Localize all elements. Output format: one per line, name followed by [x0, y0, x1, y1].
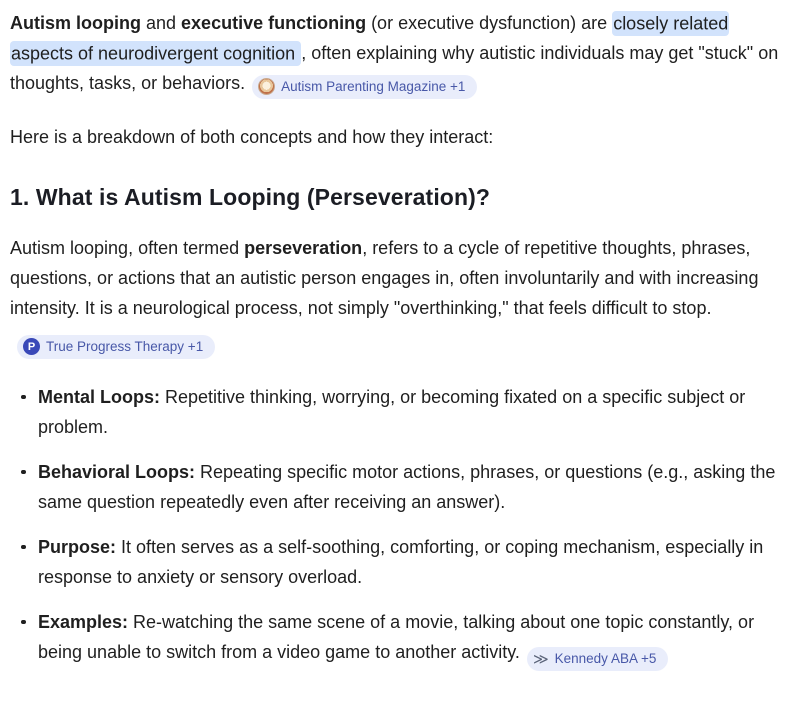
bold-text: Purpose: [38, 536, 117, 557]
text-segment: Repetitive thinking, worrying, or becoming fixated on a specific subject or problem. [38, 386, 746, 437]
bold-text: executive functioning [181, 13, 367, 33]
list-item-purpose [10, 532, 792, 592]
text-segment: Repeating specific motor actions, phrases, or questions (e.g., asking the same question repeatedly even after receiving an answer). [38, 461, 776, 512]
rich-text [10, 238, 758, 318]
citation-chip-autism-parenting-magazine[interactable] [252, 75, 477, 99]
citation-chip-kennedy-aba[interactable] [527, 647, 668, 671]
lead-in-paragraph: Here is a breakdown of both concepts and how they interact: [10, 126, 494, 147]
bold-text: perseveration [244, 237, 363, 258]
intro-paragraph [10, 8, 792, 99]
rich-text [38, 537, 763, 587]
text-segment: , often explaining why autistic individuals may get "stuck" on thoughts, tasks, or behaviors. [10, 43, 779, 93]
citation-label: True Progress Therapy +1 [46, 338, 204, 354]
text-segment: Re-watching the same scene of a movie, talking about one topic constantly, or being unable to switch from a video game to another activity. [38, 611, 755, 662]
ai-response-body [10, 8, 792, 671]
bold-text: Examples: [38, 611, 129, 632]
bold-text: Mental Loops: [38, 386, 160, 407]
text-segment: It often serves as a self-soothing, comforting, or coping mechanism, especially in response to anxiety or sensory overload. [38, 536, 764, 587]
list-item-behavioral-loops [10, 457, 792, 517]
bold-text: Behavioral Loops: [38, 461, 196, 482]
double-chevron-icon: ≫ [532, 650, 549, 668]
citation-label: Kennedy ABA +5 [554, 651, 657, 666]
rich-text [38, 387, 745, 437]
rich-text [38, 462, 775, 512]
text-segment: (or executive dysfunction) are [366, 13, 613, 33]
text-segment: Autism looping, often termed [10, 237, 245, 258]
text-segment: and [140, 13, 182, 33]
list-item-mental-loops [10, 382, 792, 442]
bullet-list [10, 382, 792, 672]
true-progress-therapy-favicon-icon: P [23, 338, 40, 355]
text-segment: , refers to a cycle of repetitive thoughts, phrases, questions, or actions that an autistic person engages in, often involuntarily and with increasing intensity. It is a neurological process, not simply "overthinking," that feels difficult to stop. [10, 237, 759, 318]
section-paragraph [10, 233, 792, 359]
bold-text: Autism looping [10, 13, 141, 33]
highlighted-citation-text[interactable]: closely related aspects of neurodivergent cognition [10, 11, 729, 66]
citation-label: Autism Parenting Magazine +1 [281, 78, 466, 94]
section-heading: 1. What is Autism Looping (Perseveration)? [10, 183, 491, 210]
list-item-examples [10, 607, 792, 672]
autism-parenting-magazine-favicon-icon [258, 78, 275, 95]
citation-chip-true-progress-therapy[interactable] [17, 335, 215, 359]
